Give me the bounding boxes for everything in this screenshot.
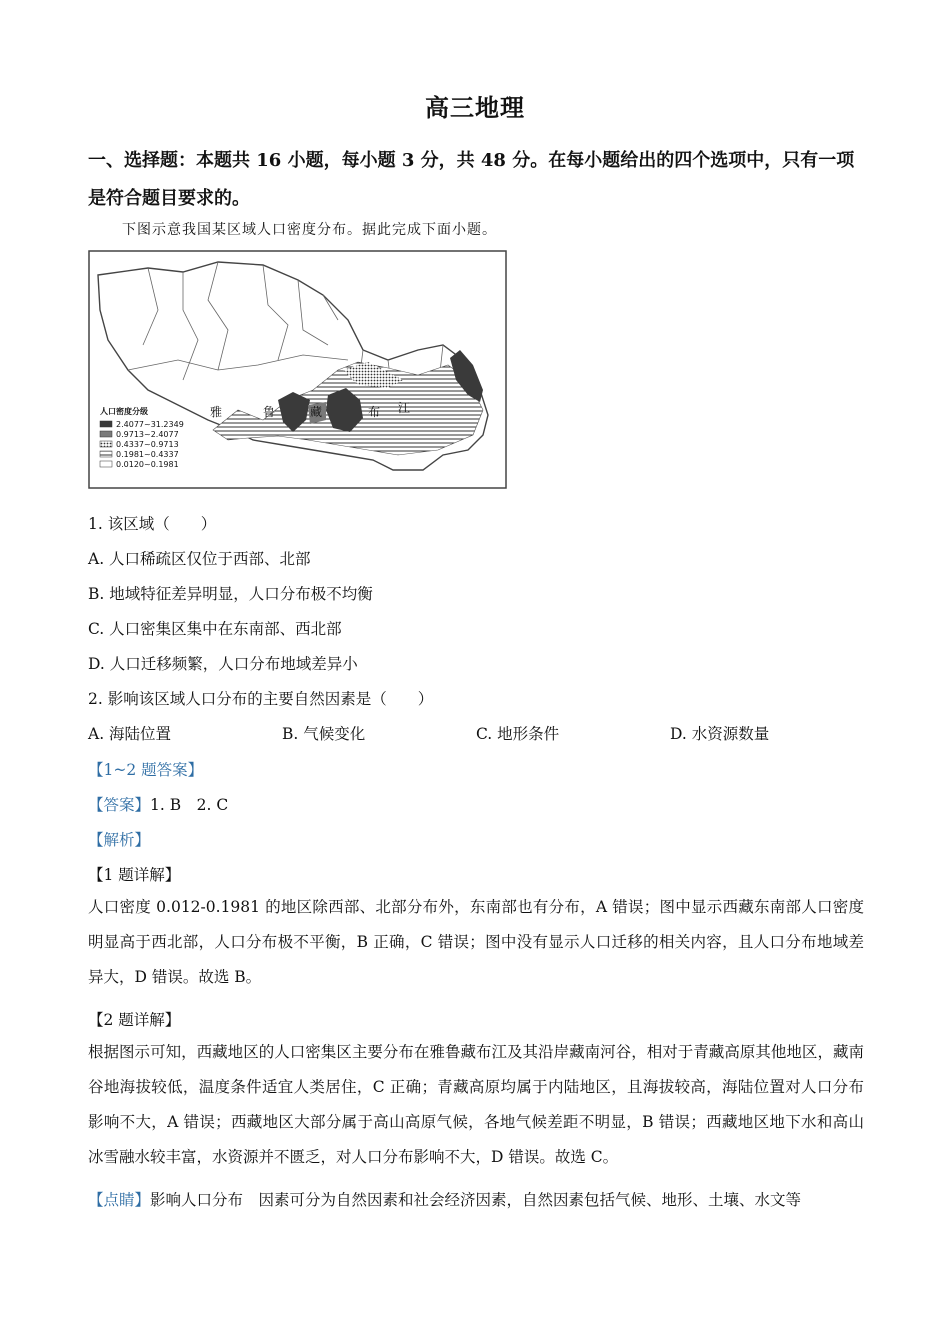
legend-swatch-3 [100, 441, 112, 447]
legend-label-5: 0.0120~0.1981 [116, 460, 179, 469]
river-label-2: 鲁 [263, 405, 276, 419]
q2-option-d: D. 水资源数量 [670, 725, 770, 743]
answer-group-label: 【1~2 题答案】 [88, 761, 204, 779]
answer-line [88, 793, 228, 815]
answer-tag: 【答案】 [88, 796, 151, 814]
section-heading: 一、选择题：本题共 16 小题，每小题 3 分，共 48 分。在每小题给出的四个选项中，只有一项是符合题目要求的。 [88, 150, 855, 209]
answer-text: 1. B 2. C [150, 796, 229, 814]
legend-label-2: 0.9713~2.4077 [116, 430, 179, 439]
river-label-3: 藏 [310, 405, 323, 419]
legend-label-4: 0.1981~0.4337 [116, 450, 179, 459]
detail2-tag: 【2 题详解】 [88, 1011, 181, 1029]
detail1-tag: 【1 题详解】 [88, 866, 181, 884]
question-intro: 下图示意我国某区域人口密度分布。据此完成下面小题。 [122, 222, 497, 238]
river-label-1: 雅 [210, 405, 223, 419]
river-label-4: 布 [368, 405, 381, 419]
detail1-text: 人口密度 0.012-0.1981 的地区除西部、北部分布外，东南部也有分布，A 错误；图中显示西藏东南部人口密度明显高于西北部，人口分布极不平衡，B 正确，C 错误；图中没有显示人口迁移的相关内容，且人口分布地域差异大，D 错误。故选 B。 [88, 898, 864, 986]
q1-option-b: B. 地域特征差异明显，人口分布极不均衡 [88, 585, 373, 603]
q2-option-c: C. 地形条件 [476, 725, 560, 743]
q1-option-c: C. 人口密集区集中在东南部、西北部 [88, 620, 342, 638]
analysis-tag: 【解析】 [88, 831, 151, 849]
q2-stem: 2. 影响该区域人口分布的主要自然因素是（ ） [88, 690, 434, 708]
point-line [88, 1188, 801, 1210]
q1-stem: 1. 该区域（ ） [88, 515, 217, 533]
river-label-5: 江 [398, 401, 411, 415]
population-density-map [88, 250, 508, 490]
legend-label-3: 0.4337~0.9713 [116, 440, 179, 449]
legend-swatch-5 [100, 461, 112, 467]
q2-option-a: A. 海陆位置 [88, 725, 172, 743]
point-tag: 【点睛】 [88, 1191, 151, 1209]
legend-label-1: 2.4077~31.2349 [116, 420, 184, 429]
q1-option-a: A. 人口稀疏区仅位于西部、北部 [88, 550, 311, 568]
legend-title: 人口密度分级 [100, 407, 148, 416]
legend-swatch-4 [100, 451, 112, 457]
detail2-text: 根据图示可知，西藏地区的人口密集区主要分布在雅鲁藏布江及其沿岸藏南河谷，相对于青藏高原其他地区，藏南谷地海拔较低，温度条件适宜人类居住，C 正确；青藏高原均属于内陆地区，且海拔较高，海陆位置对人口分布影响不大，A 错误；西藏地区大部分属于高山高原气候，各地气候差距不明显，B 错误；西藏地区地下水和高山冰雪融水较丰富，水资源并不匮乏，对人口分布影响不大，D 错误。故选 C。 [88, 1043, 864, 1166]
legend-swatch-2 [100, 431, 112, 437]
page-title: 高三地理 [425, 93, 525, 122]
legend-swatch-1 [100, 421, 112, 427]
point-text: 影响人口分布 因素可分为自然因素和社会经济因素，自然因素包括气候、地形、土壤、水文等 [150, 1191, 802, 1209]
q2-option-b: B. 气候变化 [282, 725, 366, 743]
q1-option-d: D. 人口迁移频繁，人口分布地域差异小 [88, 655, 358, 673]
